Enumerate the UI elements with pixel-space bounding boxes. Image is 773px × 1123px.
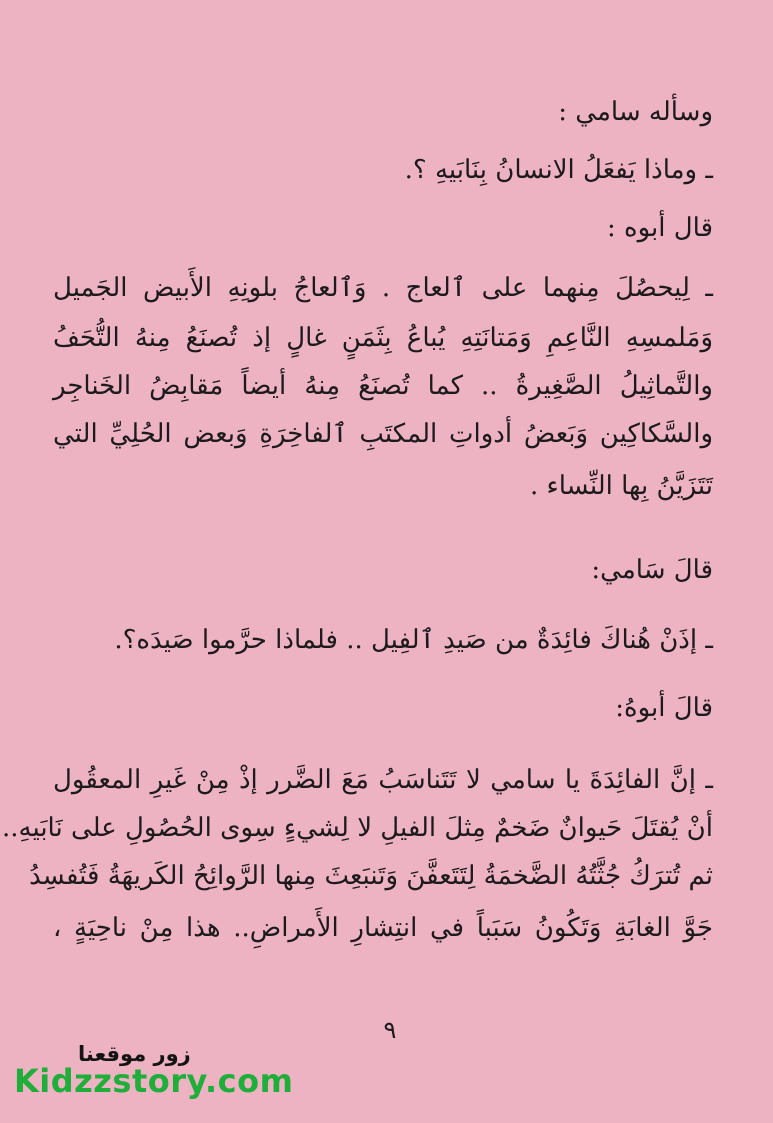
text-line: وَمَلمسِهِ النَّاعِمِ وَمَتانَتِهِ يُباعُ بِثَمَنٍ غالٍ إذ تُصنَعُ مِنهُ التُّحَفُ xyxy=(53,323,713,353)
page-number: ٩ xyxy=(383,1016,397,1044)
speaker-label: قالَ أبوهُ: xyxy=(615,693,713,723)
narration-line: وسأله سامي : xyxy=(558,97,713,127)
text-line: ثم تُترَكُ جُثَّتُهُ الضَّخمَةُ لِتَتَعفَّنَ وَتَنبَعِثَ مِنها الرَّوائِحُ الكَريهَةُ فَتُفسِدُ xyxy=(29,861,713,891)
text-line: ـ لِيحصُلَ مِنهما على ٱلعاج . وَٱلعاجُ بلونِهِ الأَبيض الجَميل xyxy=(53,273,713,303)
dialogue-line: ـ وماذا يَفعَلُ الانسانُ بِنَابَيهِ ؟. xyxy=(404,155,713,185)
speaker-label: قال أبوه : xyxy=(606,213,713,243)
text-line: والتَّماثِيلُ الصَّغِيرةُ .. كما تُصنَعُ مِنهُ أيضاً مَقابِضُ الخَناجِر xyxy=(53,371,713,401)
text-line: تَتَزَيَّنُ بِها النِّساء . xyxy=(530,471,713,501)
text-line: أنْ يُقتَلَ حَيوانٌ ضَخمٌ مِثلَ الفيلِ لا لِشيءٍ سِوى الحُصُولِ على نَابَيهِ.. xyxy=(2,813,713,843)
speaker-label: قالَ سَامي: xyxy=(591,555,713,585)
watermark-site-logo: Kidzzstory.com xyxy=(14,1062,294,1100)
dialogue-line: ـ إذَنْ هُناكَ فائِدَةٌ من صَيدِ ٱلفِيل .. فلماذا حرَّموا صَيدَه؟. xyxy=(114,625,713,655)
text-line: جَوَّ الغابَةِ وَتَكُونُ سَبَباً في انتِشارِ الأَمراضِ.. هذا مِنْ ناحِيَةٍ ، xyxy=(53,913,713,943)
text-line: والسَّكاكِين وَبَعضُ أدواتِ المكتَبِ ٱلفاخِرَةِ وَبعض الحُلِيِّ التي xyxy=(53,419,713,449)
watermark-arabic-text: زور موقعنا xyxy=(78,1042,191,1066)
text-line: ـ إنَّ الفائِدَةَ يا سامي لا تَتَناسَبُ مَعَ الضَّرر إذْ مِنْ غَيرِ المعقُول xyxy=(53,765,713,795)
